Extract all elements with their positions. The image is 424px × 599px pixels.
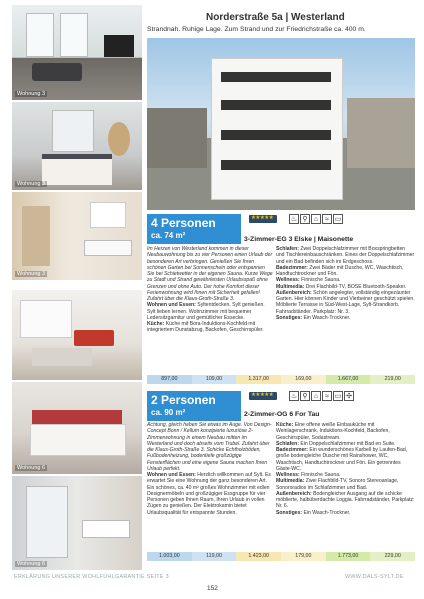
price-cell: 179,00 xyxy=(281,552,326,561)
intro-text: Im Herzen von Westerland kommen in dieser Neubauwohnung bis zu vier Personen einen Urlaub der besonderen Art verbringen. Genießen Sie Ihren schönen Garten bei Sonnenschein oder entspannen Sie bei Schietwetter in der eigenen Sauna. Kurze Wege zu Stadt und Strand gewährleisten Urlaubsspaß ohne Grenzen und ohne Auto. Der hohe Komfort dieser Ferienwohnung wird Ihnen mit Sicherheit gefallen! Zufahrt über die Klaus-Groth-Straße 3. xyxy=(147,246,273,302)
kitchen-icon: ⌂ xyxy=(311,214,321,224)
photo-living-room xyxy=(12,5,142,100)
persons-count: 4 Personen xyxy=(151,216,216,230)
rating-stars xyxy=(249,392,277,400)
star-icon: ★★★★★ xyxy=(251,215,274,221)
price-cell: 1.773,00 xyxy=(326,552,371,561)
price-cell: 1.423,00 xyxy=(236,552,281,561)
price-cell: 169,00 xyxy=(281,375,326,384)
tv-icon: ▭ xyxy=(334,393,342,400)
persons-count: 2 Personen xyxy=(151,393,216,407)
persons-banner xyxy=(147,391,241,421)
apartment-size: ca. 74 m² xyxy=(151,231,186,240)
wifi-icon: ≈ xyxy=(322,214,332,224)
amenity-icons xyxy=(289,214,343,224)
kitchen-icon: ⌂ xyxy=(311,391,321,401)
pet-icon: ✣ xyxy=(344,391,354,401)
amenity-icons xyxy=(289,391,354,401)
bicycle-icon: ⚲ xyxy=(300,391,310,401)
photo-label: Wohnung 3 xyxy=(17,271,46,277)
photo-building xyxy=(147,38,415,210)
photo-label: Wohnung 6 xyxy=(17,561,46,567)
price-cell: 1.667,00 xyxy=(326,375,371,384)
photo-bathroom-2 xyxy=(12,476,142,570)
apartment-name: 2-Zimmer-OG 6 For Tau xyxy=(244,411,320,418)
price-cell: 219,00 xyxy=(370,375,415,384)
wifi-icon: ≈ xyxy=(322,391,332,401)
price-cell: 1.317,00 xyxy=(236,375,281,384)
photo-bedroom xyxy=(12,102,142,190)
price-cell: 897,00 xyxy=(147,375,192,384)
apartment-name: 3-Zimmer-EG 3 Elske | Maisonette xyxy=(244,236,354,243)
bicycle-icon: ⚲ xyxy=(300,214,310,224)
apartment-size: ca. 90 m² xyxy=(151,408,186,417)
photo-label: Wohnung 3 xyxy=(17,91,46,97)
apartment-description: Im Herzen von Westerland kommen in dieser Neubauwohnung bis zu vier Personen einen Urlaub der besonderen Art verbringen. Genießen Sie Ihren schönen Garten bei Sonnenschein oder entspannen Sie bei Schietwetter in der eigenen Sauna. Kurze Wege zu Stadt und Strand gewährleisten Urlaubsspaß ohne Grenzen und ohne Auto. Der hohe Komfort dieser Ferienwohnung wird Ihnen mit Sicherheit gefallen! Zufahrt über die Klaus-Groth-Straße 3. Wohnen und Essen: Syltentdecken. Sylt genießen. Sylt lieben lernen. Wohnzimmer mit bequemer Ledersitzgarnitur und gemütlicher Essecke. Küche: Küche mit Bora-Induktions-Kochfeld mit integriertem Dunstabzug, Backofen, Geschirrspüler. xyxy=(147,246,273,334)
photo-label: Wohnung 3 xyxy=(17,181,46,187)
sauna-icon: ♨ xyxy=(290,216,298,223)
price-cell: 109,00 xyxy=(192,375,237,384)
star-icon: ★★★★★ xyxy=(251,392,274,398)
tv-icon: ▭ xyxy=(334,216,342,223)
apartment-features: Schlafen: Zwei Doppelschlafzimmer mit Boxspringbetten und Tischlereinbauschränken. Eines der Doppelschlafzimmer und ein Bad befinden sich im Erdgeschoss. Badezimmer: Zwei Bäder mit Dusche, WC, Waschtisch, Handtuchtrockner und Fön. Wellness: Finnische Sauna. Multimedia: Drei Flachbild-TV, BOSE Bluetooth-Speaker. Außenbereich: Schön angelegter, vollständig eingezäunter Garten. Hier können Kinder und Vierbeiner geschützt spielen. Möblierte Terrasse in Süd-West-Lage, Sylt-Strandkorb. Fahrradständer. Parkplatz: Nr. 3. Sonstiges: Ein Wasch-Trockner. xyxy=(276,246,415,321)
price-cell: 1.003,00 xyxy=(147,552,192,561)
apartment-description: Achtung, gleich heben Sie etwas im Auge. Von Design-Concept Bonn / Kellum konzipierte luxuriöse 2-Zimmerwohnung in einem Neubau mitten im Westerland und doch abseits vom Trubel. Zufahrt über die Klaus-Groth-Straße 3. Schicke Echtholzböden, Fußbodenheizung, bodentiefe großzügige Fensterflächen und eine eigene Sauna machen Ihren Urlaub perfekt. Wohnen und Essen: Herzlich willkommen auf Sylt. Es erwartet Sie eine Wohnung der ganz besonderen Art. Ein schönes, ca. 40 m² großes Wohnzimmer mit edlen Designermöbeln und großzügiger Essgruppe für vier Personen geben Ihnen Raum, Ihren Urlaub in vollen Zügen zu genießen. Der Elektrokamin bietet Urlaubsqualität für entspannte Stunden. xyxy=(147,422,272,516)
photo-label: Wohnung 6 xyxy=(17,465,46,471)
photo-bedroom-2 xyxy=(12,382,142,474)
price-bar xyxy=(147,552,415,561)
footer-website[interactable]: WWW.DALS-SYLT.DE xyxy=(345,574,404,580)
page-subtitle: Strandnah. Ruhige Lage. Zum Strand und zur Friedrichstraße ca. 400 m. xyxy=(147,26,366,33)
price-bar xyxy=(147,375,415,384)
persons-banner xyxy=(147,214,241,244)
rating-stars xyxy=(249,215,277,223)
apartment-features: Küche: Eine offene weiße Einbauküche mit Weinlagerschrank, Induktions-Kochfeld, Backofen, Geschirrspüler, Sodastream. Schlafen: Ein Doppelschlafzimmer mit Bad en Suite. Badezimmer: Ein wunderschönes Karbell by Laufen-Bad, große bodengleiche Dusche mit Rainshower, WC, Waschtisch, Handtuchtrockner und Fön. Ein getrenntes Gäste-WC. Wellness: Finnische Sauna. Multimedia: Zwei Flachbild-TV, Sonoro Stereoanlage, Sonororadios im Schlafzimmer und Bad. Außenbereich: Bodengleicher Ausgang auf die schicke möblierte, halbüberdachte Loggia. Fahrradständer. Parkplatz: Nr. 6. Sonstiges: Ein Wasch-Trockner. xyxy=(276,422,415,516)
photo-living-room-2 xyxy=(12,290,142,380)
photo-bathroom xyxy=(12,192,142,280)
intro-text: Achtung, gleich heben Sie etwas im Auge. Von Design-Concept Bonn / Kellum konzipierte luxuriöse 2-Zimmerwohnung in einem Neubau mitten im Westerland und doch abseits vom Trubel. Zufahrt über die Klaus-Groth-Straße 3. Schicke Echtholzböden, Fußbodenheizung, bodentiefe großzügige Fensterflächen und eine eigene Sauna machen Ihren Urlaub perfekt. xyxy=(147,422,272,472)
page-number: 152 xyxy=(207,585,218,592)
price-cell: 119,00 xyxy=(192,552,237,561)
page-title: Norderstraße 5a | Westerland xyxy=(206,12,345,23)
price-cell: 229,00 xyxy=(370,552,415,561)
footer-guarantee: ERKLÄRUNG UNSERER WOHLFÜHLGARANTIE SEITE 3 xyxy=(14,574,169,580)
sauna-icon: ♨ xyxy=(290,393,298,400)
